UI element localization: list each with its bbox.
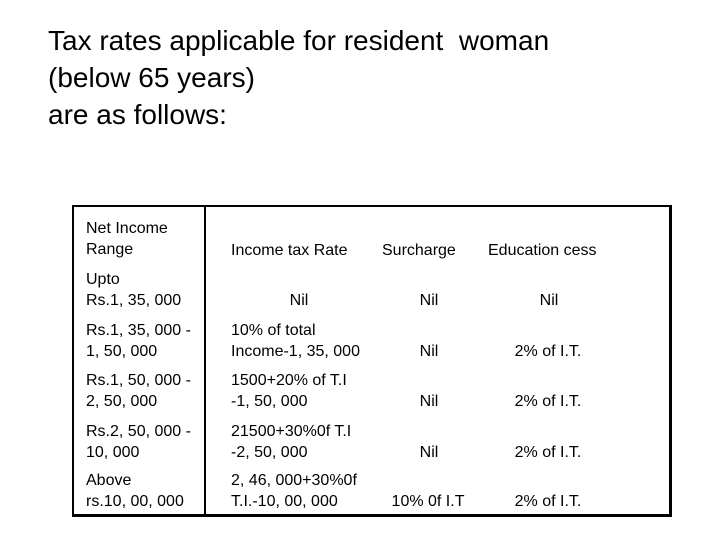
slide-title: [48, 22, 549, 133]
row5-rate-line1: 2, 46, 000+30%0f: [231, 472, 357, 489]
row1-surcharge: Nil: [419, 292, 439, 309]
row1-range-line2: Rs.1, 35, 000: [86, 292, 182, 309]
row5-surcharge: 10% 0f I.T: [391, 493, 465, 510]
row2-rate-line2: Income-1, 35, 000: [231, 343, 360, 360]
row2-education-cess: 2% of I.T.: [514, 343, 582, 360]
tax-rates-table: [72, 205, 672, 517]
header-income-tax-rate: Income tax Rate: [231, 242, 348, 259]
row4-range-line2: 10, 000: [86, 444, 140, 461]
row1-education-cess: Nil: [539, 292, 559, 309]
row3-rate-line2: -1, 50, 000: [231, 393, 308, 410]
header-education-cess: Education cess: [488, 242, 597, 259]
row4-education-cess: 2% of I.T.: [514, 444, 582, 461]
row1-income-tax-rate: Nil: [289, 292, 309, 309]
row2-rate-line1: 10% of total: [231, 322, 316, 339]
header-net-income-range-line1: Net Income: [86, 220, 168, 237]
title-line-1: Tax rates applicable for resident woman: [48, 25, 550, 56]
row4-rate-line2: -2, 50, 000: [231, 444, 308, 461]
row2-surcharge: Nil: [419, 343, 439, 360]
row2-range-line2: 1, 50, 000: [86, 343, 158, 360]
row3-range-line1: Rs.1, 50, 000 -: [86, 372, 191, 389]
row4-surcharge: Nil: [419, 444, 439, 461]
row3-education-cess: 2% of I.T.: [514, 393, 582, 410]
row5-education-cess: 2% of I.T.: [514, 493, 582, 510]
column-divider: [204, 207, 206, 514]
row4-range-line1: Rs.2, 50, 000 -: [86, 423, 191, 440]
header-net-income-range-line2: Range: [86, 241, 134, 258]
title-line-3: are as follows:: [48, 99, 227, 130]
row5-range-line2: rs.10, 00, 000: [86, 493, 184, 510]
row3-range-line2: 2, 50, 000: [86, 393, 158, 410]
header-surcharge: Surcharge: [382, 242, 456, 259]
row3-surcharge: Nil: [419, 393, 439, 410]
row5-rate-line2: T.I.-10, 00, 000: [231, 493, 338, 510]
row3-rate-line1: 1500+20% of T.I: [231, 372, 347, 389]
row4-rate-line1: 21500+30%0f T.I: [231, 423, 352, 440]
row5-range-line1: Above: [86, 472, 132, 489]
title-line-2: (below 65 years): [48, 62, 255, 93]
row1-range-line1: Upto: [86, 271, 120, 288]
row2-range-line1: Rs.1, 35, 000 -: [86, 322, 191, 339]
